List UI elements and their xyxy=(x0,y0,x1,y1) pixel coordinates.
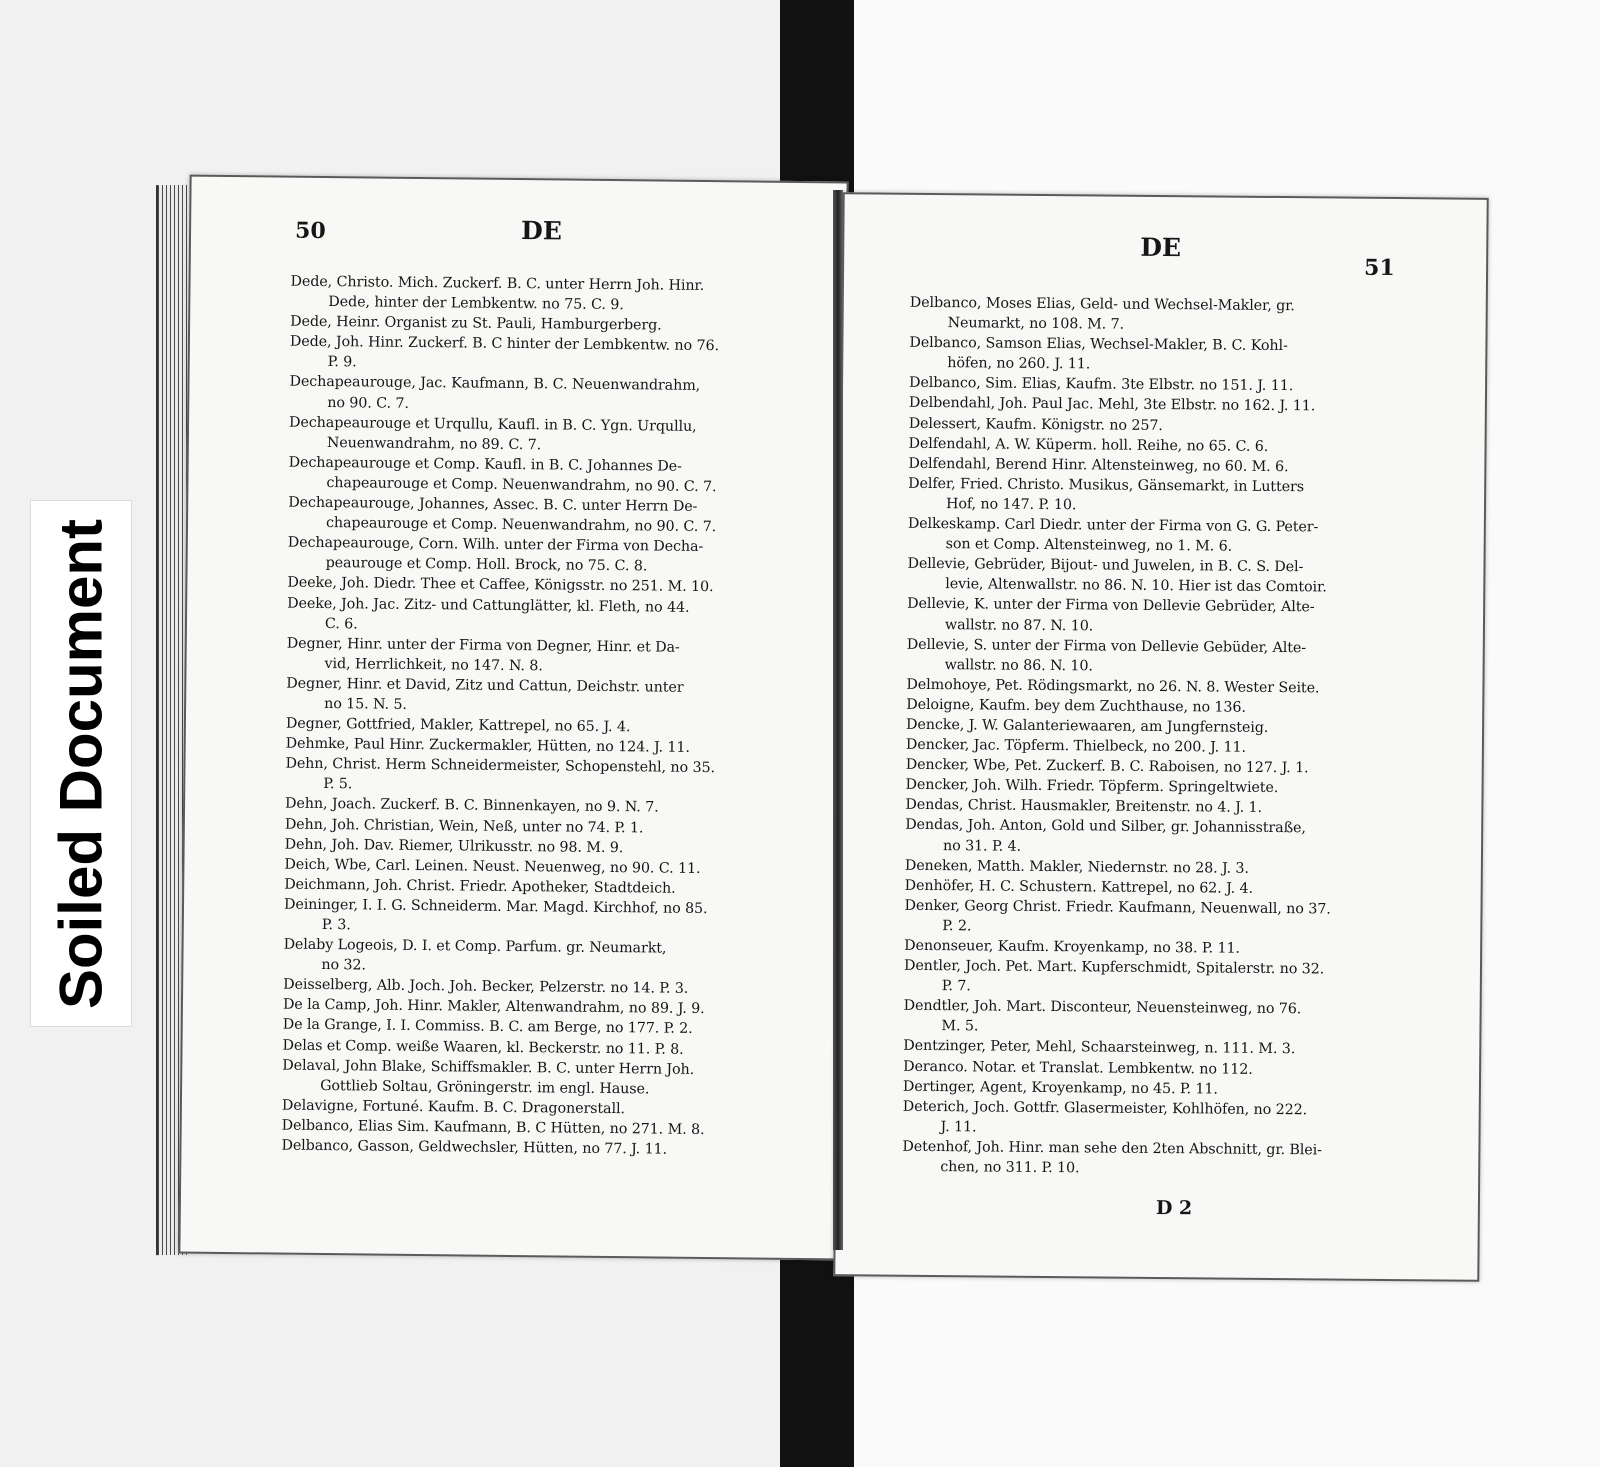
directory-entry: Dencker, Jac. Töpferm. Thielbeck, no 200. J. 11. xyxy=(905,736,1247,756)
running-head: DE xyxy=(1140,232,1182,263)
directory-entry: Denhöfer, H. C. Schustern. Kattrepel, no 62. J. 4. xyxy=(904,877,1254,897)
directory-entry: Delaval, John Blake, Schiffsmakler. B. C. unter Herrn Joh. Gottlieb Soltau, Gröningerstr. im engl. Hause. xyxy=(282,1057,695,1098)
signature-mark: D 2 xyxy=(1155,1196,1193,1220)
book-gutter xyxy=(833,190,843,1250)
directory-entry: Deneken, Matth. Makler, Niedernstr. no 28. J. 3. xyxy=(904,857,1249,877)
directory-entry: Delbanco, Gasson, Geldwechsler, Hütten, no 77. J. 11. xyxy=(281,1137,668,1158)
directory-entry: Deeke, Joh. Diedr. Thee et Caffee, Königsstr. no 251. M. 10. xyxy=(287,575,714,596)
soiled-document-label xyxy=(30,500,132,1027)
running-head: DE xyxy=(520,216,562,246)
directory-entry: Deisselberg, Alb. Joch. Joh. Becker, Pelzerstr. no 14. P. 3. xyxy=(283,976,689,998)
directory-entry: Delessert, Kaufm. Königstr. no 257. xyxy=(908,415,1163,434)
directory-entry: Delkeskamp. Carl Diedr. unter der Firma von G. G. Peter- son et Comp. Altensteinweg, no 1. M. 6. xyxy=(907,515,1319,555)
directory-entry: Delbanco, Elias Sim. Kaufmann, B. C Hütten, no 271. M. 8. xyxy=(281,1117,705,1138)
directory-entries xyxy=(902,293,1410,1181)
directory-entry: Delmohoye, Pet. Rödingsmarkt, no 26. N. 8. Wester Seite. xyxy=(906,676,1320,697)
directory-entry: Dechapeaurouge, Johannes, Assec. B. C. unter Herrn De- chapeaurouge et Comp. Neuenwandrahm, no 90. C. 7. xyxy=(288,494,717,536)
left-page xyxy=(178,175,848,1261)
directory-entry: Dendas, Christ. Hausmakler, Breitenstr. no 4. J. 1. xyxy=(905,797,1263,817)
directory-entries xyxy=(281,272,785,1161)
directory-entry: Delfendahl, A. W. Küperm. holl. Reihe, no 65. C. 6. xyxy=(908,435,1269,455)
directory-entry: Dede, Joh. Hinr. Zuckerf. B. C hinter der Lembkentw. no 76. P. 9. xyxy=(289,333,720,371)
directory-entry: De la Camp, Joh. Hinr. Makler, Altenwandrahm, no 89. J. 9. xyxy=(282,996,705,1018)
directory-entry: Degner, Hinr. et David, Zitz und Cattun, Deichstr. unter no 15. N. 5. xyxy=(286,675,684,713)
directory-entry: Detenhof, Joh. Hinr. man sehe den 2ten Abschnitt, gr. Blei- chen, no 311. P. 10. xyxy=(902,1138,1322,1177)
directory-entry: Dehn, Christ. Herm Schneidermeister, Schopenstehl, no 35. P. 5. xyxy=(285,755,716,793)
directory-entry: Dehn, Joh. Dav. Riemer, Ulrikusstr. no 98. M. 9. xyxy=(284,836,624,856)
page-number: 51 xyxy=(1363,254,1395,282)
directory-entry: Deloigne, Kaufm. bey dem Zuchthause, no 136. xyxy=(906,696,1246,716)
directory-entry: Degner, Hinr. unter der Firma von Degner, Hinr. et Da- vid, Herrlichkeit, no 147. N. 8. xyxy=(286,635,680,675)
directory-entry: Dechapeaurouge et Urqullu, Kaufl. in B. C. Ygn. Urqullu, Neuenwandrahm, no 89. C. 7. xyxy=(288,414,697,454)
directory-entry: Dechapeaurouge et Comp. Kaufl. in B. C. Johannes De- chapeaurouge et Comp. Neuenwandrahm, no 90. C. 7. xyxy=(288,454,717,496)
directory-entry: Dehmke, Paul Hinr. Zuckermakler, Hütten, no 124. J. 11. xyxy=(285,735,690,757)
directory-entry: Delbendahl, Joh. Paul Jac. Mehl, 3te Elbstr. no 162. J. 11. xyxy=(908,395,1316,415)
directory-entry: Dertinger, Agent, Kroyenkamp, no 45. P. 11. xyxy=(902,1078,1218,1098)
directory-entry: Dechapeaurouge, Corn. Wilh. unter der Firma von Decha- peaurouge et Comp. Holl. Brock, no 75. C. 8. xyxy=(287,534,704,575)
directory-entry: Dencker, Wbe, Pet. Zuckerf. B. C. Raboisen, no 127. J. 1. xyxy=(905,756,1309,777)
directory-entry: Deeke, Joh. Jac. Zitz- und Cattunglätter, kl. Fleth, no 44. C. 6. xyxy=(287,595,690,632)
directory-entry: Dellevie, Gebrüder, Bijout- und Juwelen, in B. C. S. Del- levie, Altenwallstr. no 86. N. 10. Hier ist das Comtoir. xyxy=(907,556,1327,596)
directory-entry: Dentler, Joch. Pet. Mart. Kupferschmidt, Spitalerstr. no 32. P. 7. xyxy=(903,957,1325,995)
directory-entry: Delbanco, Samson Elias, Wechsel-Makler, B. C. Kohl- höfen, no 260. J. 11. xyxy=(909,334,1288,373)
directory-entry: Dentzinger, Peter, Mehl, Schaarsteinweg, n. 111. M. 3. xyxy=(903,1038,1296,1058)
directory-entry: Dechapeaurouge, Jac. Kaufmann, B. C. Neuenwandrahm, no 90. C. 7. xyxy=(289,374,701,412)
directory-entry: Dede, Heinr. Organist zu St. Pauli, Hamburgerberg. xyxy=(290,313,662,334)
directory-entry: Dellevie, S. unter der Firma von Dellevie Gebüder, Alte- wallstr. no 86. N. 10. xyxy=(906,636,1307,675)
directory-entry: Dendas, Joh. Anton, Gold und Silber, gr. Johannisstraße, no 31. P. 4. xyxy=(905,817,1306,855)
directory-entry: Dehn, Joach. Zuckerf. B. C. Binnenkayen, no 9. N. 7. xyxy=(284,796,659,816)
directory-entry: Dede, Christo. Mich. Zuckerf. B. C. unter Herrn Joh. Hinr. Dede, hinter der Lembkentw. no 75. C. 9. xyxy=(290,273,705,314)
directory-entry: Delaby Logeois, D. I. et Comp. Parfum. gr. Neumarkt, no 32. xyxy=(283,936,667,974)
directory-entry: Delfendahl, Berend Hinr. Altensteinweg, no 60. M. 6. xyxy=(908,455,1289,475)
directory-entry: Delas et Comp. weiße Waaren, kl. Beckerstr. no 11. P. 8. xyxy=(282,1037,684,1058)
directory-entry: Degner, Gottfried, Makler, Kattrepel, no 65. J. 4. xyxy=(285,715,631,736)
directory-entry: Deranco. Notar. et Translat. Lembkentw. no 112. xyxy=(903,1058,1253,1078)
directory-entry: Delavigne, Fortuné. Kaufm. B. C. Dragonerstall. xyxy=(281,1097,626,1118)
directory-entry: Deich, Wbe, Carl. Leinen. Neust. Neuenweg, no 90. C. 11. xyxy=(284,856,701,877)
page-number: 50 xyxy=(294,217,326,245)
directory-entry: Dellevie, K. unter der Firma von Dellevie Gebrüder, Alte- wallstr. no 87. N. 10. xyxy=(907,596,1315,634)
directory-entry: Deininger, I. I. G. Schneiderm. Mar. Magd. Kirchhof, no 85. P. 3. xyxy=(283,896,708,934)
directory-entry: Dencke, J. W. Galanteriewaaren, am Jungfernsteig. xyxy=(906,716,1269,736)
directory-entry: Delbanco, Sim. Elias, Kaufm. 3te Elbstr. no 151. J. 11. xyxy=(909,375,1294,395)
directory-entry: Dehn, Joh. Christian, Wein, Neß, unter no 74. P. 1. xyxy=(284,816,644,836)
right-page xyxy=(833,192,1488,1282)
directory-entry: Denonseuer, Kaufm. Kroyenkamp, no 38. P. 11. xyxy=(904,937,1240,957)
directory-entry: Deichmann, Joh. Christ. Friedr. Apotheker, Stadtdeich. xyxy=(284,876,676,897)
soiled-document-text: Soiled Document xyxy=(47,518,115,1009)
directory-entry: Denker, Georg Christ. Friedr. Kaufmann, Neuenwall, no 37. P. 2. xyxy=(904,897,1331,935)
directory-entry: Delbanco, Moses Elias, Geld- und Wechsel-Makler, gr. Neumarkt, no 108. M. 7. xyxy=(909,294,1295,333)
directory-entry: De la Grange, I. I. Commiss. B. C. am Berge, no 177. P. 2. xyxy=(282,1017,693,1038)
directory-entry: Dencker, Joh. Wilh. Friedr. Töpferm. Springeltwiete. xyxy=(905,777,1279,797)
directory-entry: Delfer, Fried. Christo. Musikus, Gänsemarkt, in Lutters Hof, no 147. P. 10. xyxy=(908,475,1305,514)
directory-entry: Dendtler, Joh. Mart. Disconteur, Neuensteinweg, no 76. M. 5. xyxy=(903,998,1302,1035)
directory-entry: Deterich, Joch. Gottfr. Glasermeister, Kohlhöfen, no 222. J. 11. xyxy=(902,1098,1308,1136)
